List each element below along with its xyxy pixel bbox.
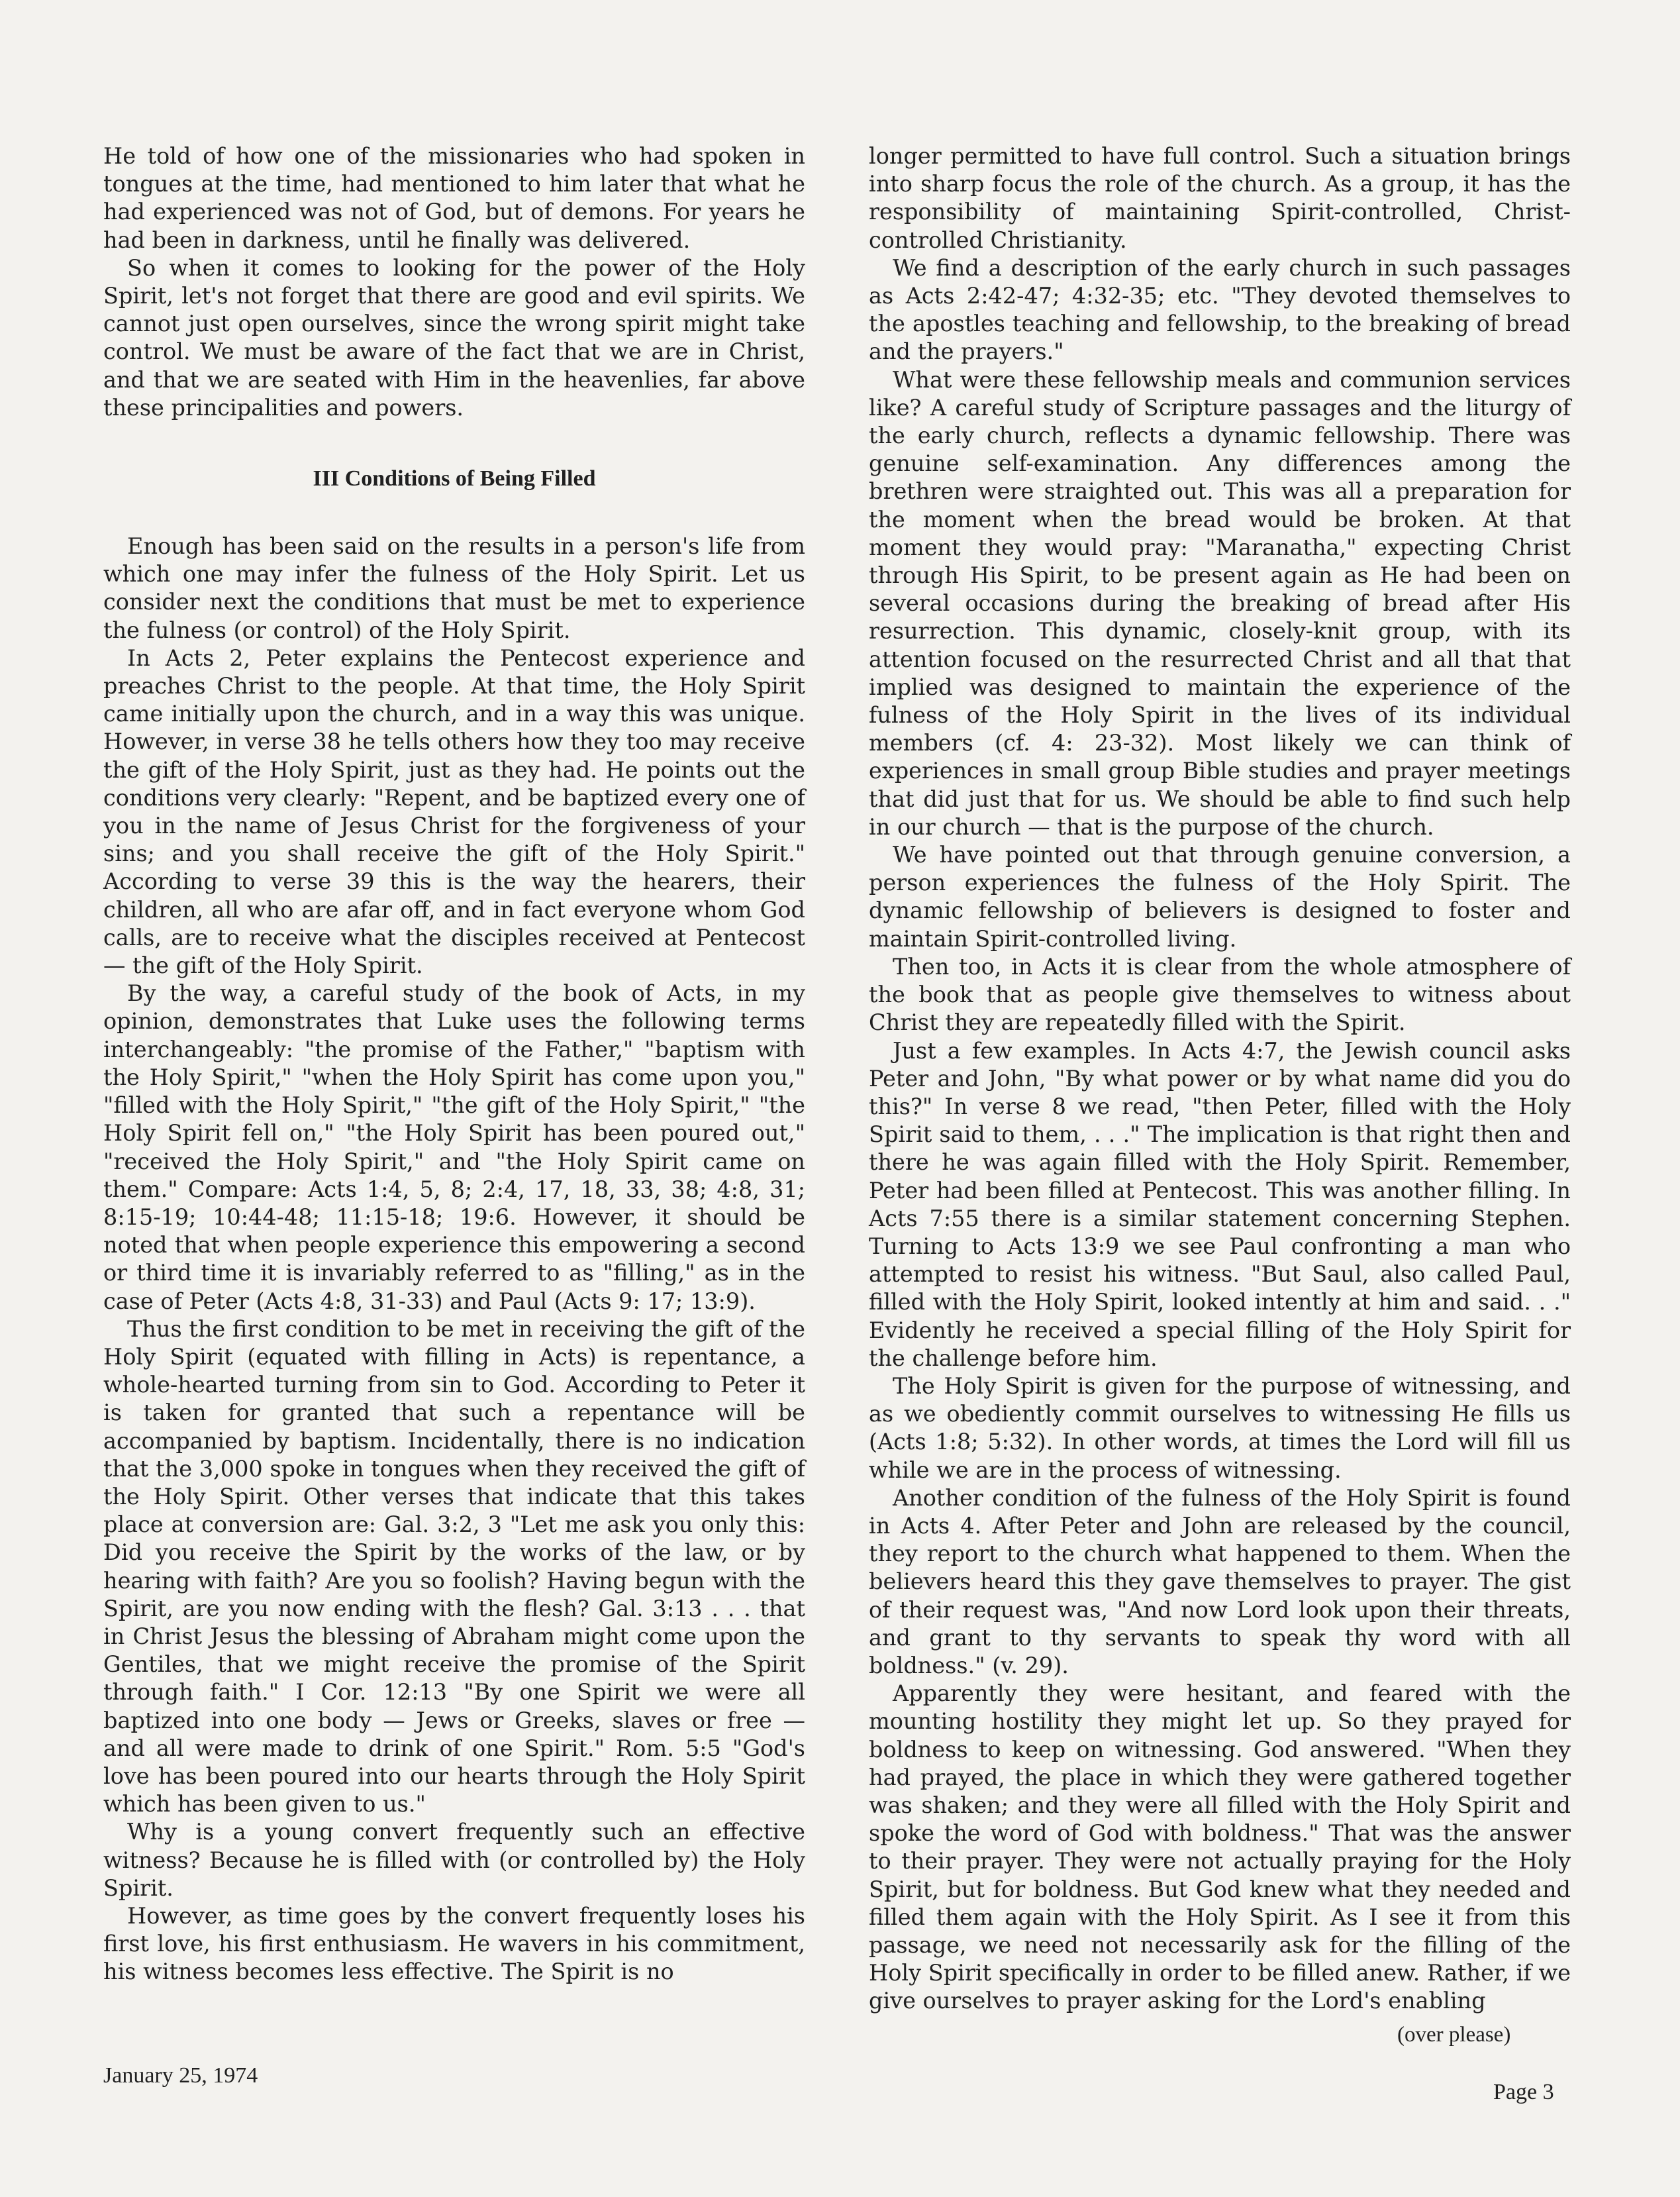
paragraph: So when it comes to looking for the power of the Holy Spirit, let's not forget that there are good and evil spirits. We cannot just open ourselves, since the wrong spirit might take control. We must be aware of the fact that we are in Christ, and that we are seated with Him in the heavenlies, far above these principalities and powers. [103,254,805,421]
section-heading: III Conditions of Being Filled [313,466,596,491]
issue-date: January 25, 1974 [103,2063,258,2088]
left-column [103,142,805,1986]
paragraph: longer permitted to have full control. Such a situation brings into sharp focus the role of the church. As a group, it has the responsibility of maintaining Spirit-controlled, Christ-controlled Christianity. [869,143,1571,253]
paragraph: We find a description of the early church in such passages as Acts 2:42-47; 4:32-35; etc. "They devoted themselves to the apostles teaching and fellowship, to the breaking of bread and the prayers." [869,254,1571,365]
paragraph: Just a few examples. In Acts 4:7, the Jewish council asks Peter and John, "By what power or by what name did you do this?" In verse 8 we read, "then Peter, filled with the Holy Spirit said to them, . . ." The implication is that right then and there he was again filled with the Holy Spirit. Remember, Peter had been filled at Pentecost. This was another filling. In Acts 7:55 there is a similar statement concerning Stephen. Turning to Acts 13:9 we see Paul confronting a man who attempted to resist his witness. "But Saul, also called Paul, filled with the Holy Spirit, looked intently at him and said. . ." Evidently he received a special filling of the Holy Spirit for the challenge before him. [869,1037,1571,1371]
continued-note: (over please) [1397,2023,1511,2047]
paragraph: Another condition of the fulness of the Holy Spirit is found in Acts 4. After Peter and John are released by the council, they report to the church what happened to them. When the believers heard this they gave themselves to prayer. The gist of their request was, "And now Lord look upon their threats, and grant to thy servants to speak thy word with all boldness." (v. 29). [869,1484,1571,1678]
paragraph: Enough has been said on the results in a person's life from which one may infer the fulness of the Holy Spirit. Let us consider next the conditions that must be met to experience the fulness (or control) of the Holy Spirit. [103,533,805,643]
paragraph: He told of how one of the missionaries who had spoken in tongues at the time, had mentioned to him later that what he had experienced was not of God, but of demons. For years he had been in darkness, until he finally was delivered. [103,143,805,253]
paragraph: The Holy Spirit is given for the purpose of witnessing, and as we obediently commit ourselves to witnessing He fills us (Acts 1:8; 5:32). In other words, at times the Lord will fill us while we are in the process of witnessing. [869,1372,1571,1483]
paragraph: However, as time goes by the convert frequently loses his first love, his first enthusiasm. He wavers in his commitment, his witness becomes less effective. The Spirit is no [103,1902,805,1985]
paragraph: What were these fellowship meals and communion services like? A careful study of Scripture passages and the liturgy of the early church, reflects a dynamic fellowship. There was genuine self-examination. Any differences among the brethren were straighted out. This was all a preparation for the moment when the bread would be broken. At that moment they would pray: "Maranatha," expecting Christ through His Spirit, to be present again as He had been on several occasions during the breaking of bread after His resurrection. This dynamic, closely-knit group, with its attention focused on the resurrected Christ and all that that implied was designed to maintain the experience of the fulness of the Holy Spirit in the lives of its individual members (cf. 4: 23-32). Most likely we can think of experiences in small group Bible studies and prayer meetings that did just that for us. We should be able to find such help in our church — that is the purpose of the church. [869,366,1571,840]
paragraph: Then too, in Acts it is clear from the whole atmosphere of the book that as people give themselves to witness about Christ they are repeatedly filled with the Spirit. [869,953,1571,1036]
paragraph: By the way, a careful study of the book of Acts, in my opinion, demonstrates that Luke uses the following terms interchangeably: "the promise of the Father," "baptism with the Holy Spirit," "when the Holy Spirit has come upon you," "filled with the Holy Spirit," "the gift of the Holy Spirit," "the Holy Spirit fell on," "the Holy Spirit has been poured out," "received the Holy Spirit," and "the Holy Spirit came on them." Compare: Acts 1:4, 5, 8; 2:4, 17, 18, 33, 38; 4:8, 31; 8:15-19; 10:44-48; 11:15-18; 19:6. However, it should be noted that when people experience this empowering a second or third time it is invariably referred to as "filling," as in the case of Peter (Acts 4:8, 31-33) and Paul (Acts 9: 17; 13:9). [103,980,805,1314]
paragraph: Apparently they were hesitant, and feared with the mounting hostility they might let up. So they prayed for boldness to keep on witnessing. God answered. "When they had prayed, the place in which they were gathered together was shaken; and they were all filled with the Holy Spirit and spoke the word of God with boldness." That was the answer to their prayer. They were not actually praying for the Holy Spirit, but for boldness. But God knew what they needed and filled them again with the Holy Spirit. As I see it from this passage, we need not necessarily ask for the filling of the Holy Spirit specifically in order to be filled anew. Rather, if we give ourselves to prayer asking for the Lord's enabling [869,1680,1571,2014]
right-column [869,142,1571,2016]
paragraph: Why is a young convert frequently such an effective witness? Because he is filled with (or controlled by) the Holy Spirit. [103,1819,805,1901]
page-number: Page 3 [1493,2080,1554,2104]
paragraph: Thus the first condition to be met in receiving the gift of the Holy Spirit (equated with filling in Acts) is repentance, a whole-hearted turning from sin to God. According to Peter it is taken for granted that such a repentance will be accompanied by baptism. Incidentally, there is no indication that the 3,000 spoke in tongues when they received the gift of the Holy Spirit. Other verses that indicate that this takes place at conversion are: Gal. 3:2, 3 "Let me ask you only this: Did you receive the Spirit by the works of the law, or by hearing with faith? Are you so foolish? Having begun with the Spirit, are you now ending with the flesh? Gal. 3:13 . . . that in Christ Jesus the blessing of Abraham might come upon the Gentiles, that we might receive the promise of the Spirit through faith." I Cor. 12:13 "By one Spirit we were all baptized into one body — Jews or Greeks, slaves or free — and all were made to drink of one Spirit." Rom. 5:5 "God's love has been poured into our hearts through the Holy Spirit which has been given to us." [103,1315,805,1817]
paragraph: We have pointed out that through genuine conversion, a person experiences the fulness of the Holy Spirit. The dynamic fellowship of believers is designed to foster and maintain Spirit-controlled living. [869,842,1571,952]
paragraph: In Acts 2, Peter explains the Pentecost experience and preaches Christ to the people. At that time, the Holy Spirit came initially upon the church, and in a way this was unique. However, in verse 38 he tells others how they too may receive the gift of the Holy Spirit, just as they had. He points out the conditions very clearly: "Repent, and be baptized every one of you in the name of Jesus Christ for the forgiveness of your sins; and you shall receive the gift of the Holy Spirit." According to verse 39 this is the way the hearers, their children, all who are afar off, and in fact everyone whom God calls, are to receive what the disciples received at Pentecost — the gift of the Holy Spirit. [103,644,805,979]
